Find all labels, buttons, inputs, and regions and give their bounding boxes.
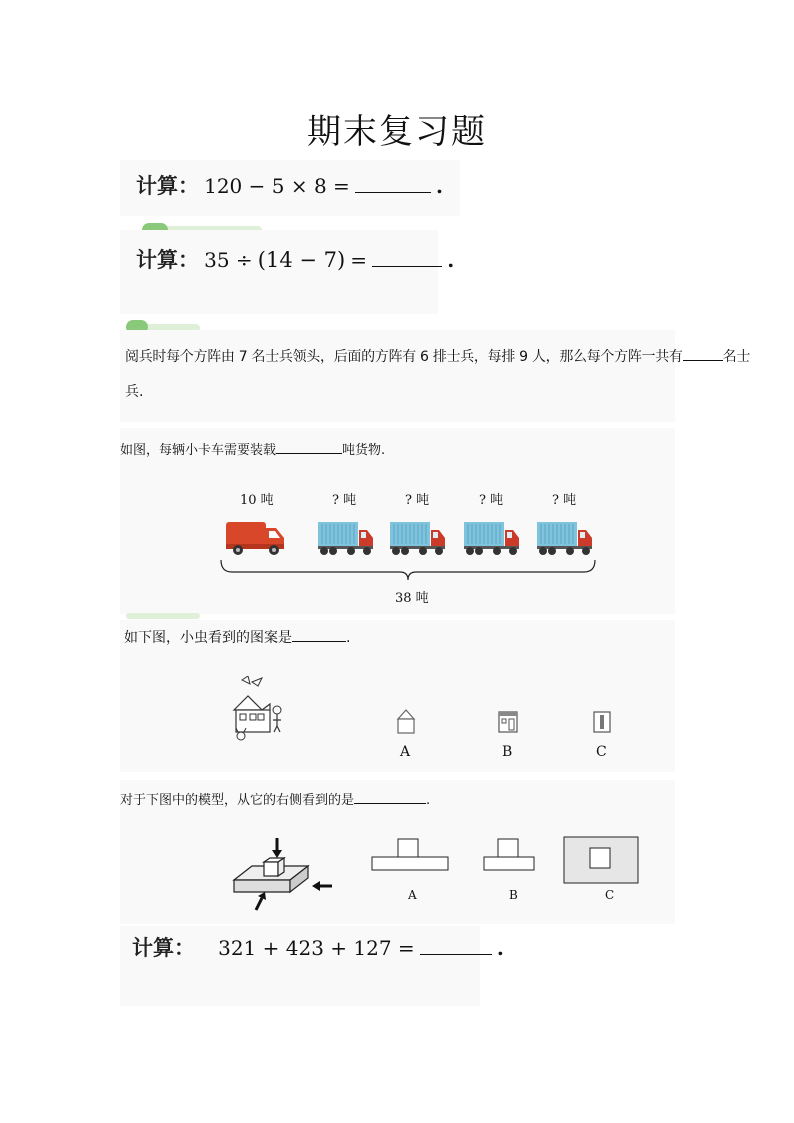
option-b-windows-icon	[497, 710, 519, 734]
answer-blank[interactable]	[292, 629, 346, 642]
answer-blank[interactable]	[276, 441, 342, 454]
page-title: 期末复习题	[307, 112, 487, 152]
truck-weight-label: ? 吨	[332, 493, 357, 508]
question-1	[136, 170, 443, 200]
calc-expression: 35 ÷	[204, 248, 253, 272]
question-text: .	[346, 630, 351, 646]
truck-weight-label: ? 吨	[405, 493, 430, 508]
period: .	[496, 936, 504, 960]
question-4-text	[120, 439, 385, 458]
answer-blank[interactable]	[372, 250, 442, 267]
calc-expression: 120 − 5 × 8 =	[204, 174, 350, 198]
question-3-line-2: 兵.	[125, 384, 144, 400]
answer-blank[interactable]	[683, 348, 723, 361]
option-c-view-icon	[562, 835, 642, 887]
option-c-door-icon	[592, 710, 612, 734]
calc-label: 计算：	[132, 936, 195, 960]
answer-blank[interactable]	[355, 176, 431, 193]
option-a-house-front-icon	[396, 707, 416, 735]
question-text: 阅兵时每个方阵由 7 名士兵领头，后面的方阵有 6 排士兵，每排 9 人，那么每个方阵一共有	[125, 349, 683, 365]
question-2	[136, 244, 454, 274]
period: .	[435, 174, 443, 198]
question-7	[132, 932, 504, 962]
question-3-line-1	[125, 346, 750, 366]
container-truck-icon	[536, 520, 594, 558]
block-model-illustration	[230, 836, 336, 912]
option-a-view-icon	[370, 837, 450, 873]
parenthesized-term: (14 − 7)	[257, 248, 346, 272]
option-b-label[interactable]: B	[509, 888, 518, 902]
question-text: 名士	[722, 349, 751, 365]
question-text: 对于下图中的模型，从它的右侧看到的是	[120, 793, 355, 808]
total-weight-label: 38 吨	[395, 591, 429, 606]
option-c-label[interactable]: C	[605, 888, 615, 902]
container-truck-icon	[317, 520, 375, 558]
answer-blank[interactable]	[420, 938, 492, 955]
container-truck-icon	[389, 520, 447, 558]
option-b-label[interactable]: B	[502, 744, 513, 760]
option-a-label[interactable]: A	[400, 744, 411, 760]
option-b-view-icon	[482, 837, 556, 873]
section-tab	[126, 613, 200, 619]
truck-weight-label: ? 吨	[479, 493, 504, 508]
question-3-card	[120, 330, 675, 422]
red-van-icon	[224, 518, 286, 558]
question-text: 如下图，小虫看到的图案是	[124, 630, 292, 646]
calc-label: 计算：	[136, 174, 199, 198]
period: .	[447, 248, 455, 272]
question-text: 如图，每辆小卡车需要装载	[120, 443, 277, 458]
equals-sign: =	[350, 248, 368, 272]
container-truck-icon	[463, 520, 521, 558]
question-text: .	[426, 793, 431, 808]
total-brace	[218, 558, 598, 584]
truck-weight-label: ? 吨	[552, 493, 577, 508]
calc-expression: 321 + 423 + 127 =	[218, 936, 415, 960]
answer-blank[interactable]	[354, 791, 426, 804]
van-weight-label: 10 吨	[240, 493, 274, 508]
question-6-text	[120, 789, 430, 808]
question-text: 吨货物.	[342, 443, 386, 458]
question-5-text	[124, 627, 350, 647]
house-with-bug-illustration	[228, 676, 284, 742]
option-a-label[interactable]: A	[408, 888, 417, 902]
option-c-label[interactable]: C	[596, 744, 607, 760]
calc-label: 计算：	[136, 248, 199, 272]
